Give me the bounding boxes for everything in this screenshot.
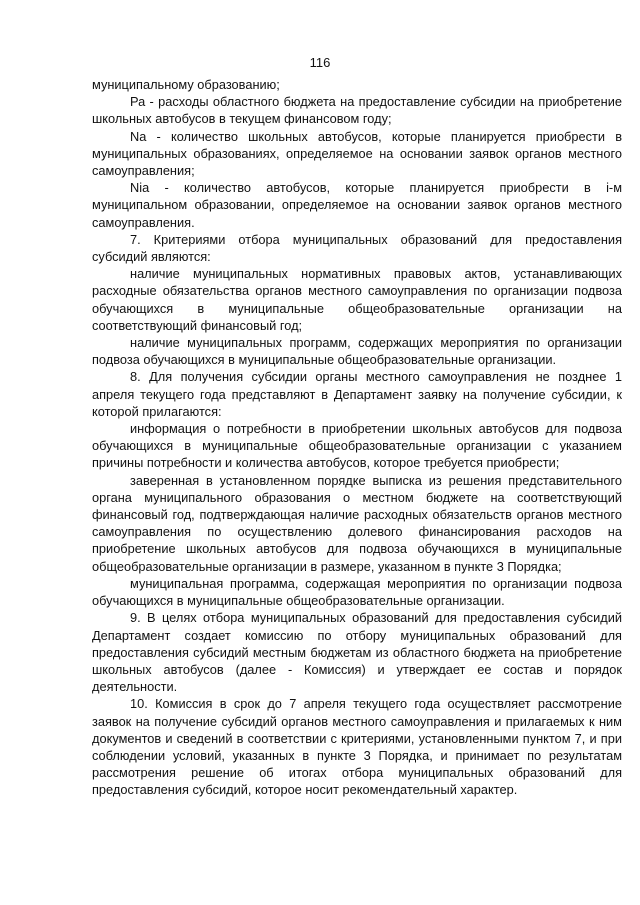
paragraph: информация о потребности в приобретении школьных автобусов для подвоза обучающихся в муниципальные общеобразовательные организации с указанием причины потребности и количества автобусов, которое требуется приобрести;: [92, 421, 622, 471]
paragraph: Nia - количество автобусов, которые планируется приобрести в i-м муниципальном образовании, определяемое на основании заявок органов местного самоуправления.: [92, 180, 622, 230]
paragraph: муниципальному образованию;: [92, 77, 280, 92]
paragraph: 7. Критериями отбора муниципальных образований для предоставления субсидий являются:: [92, 231, 622, 265]
paragraph: 10. Комиссия в срок до 7 апреля текущего года осуществляет рассмотрение заявок на получение субсидий органов местного самоуправления и прилагаемых к ним документов и сведений в соответствии с критериями, установленными пунктом 7, и при соблюдении условий, указанных в пункте 3 Порядка, и принимает по результатам рассмотрения решение об итогах отбора муниципальных образований для предоставления субсидий, которое носит рекомендательный характер.: [92, 696, 622, 798]
document-body: [92, 76, 622, 799]
paragraph: Ра - расходы областного бюджета на предоставление субсидии на приобретение школьных автобусов в текущем финансовом году;: [92, 94, 622, 127]
paragraph: наличие муниципальных программ, содержащих мероприятия по организации подвоза обучающихся в муниципальные общеобразовательные организации.: [92, 335, 622, 368]
page-number: 116: [309, 55, 331, 70]
paragraph: заверенная в установленном порядке выписка из решения представительного органа муниципального образования о местном бюджете на соответствующий финансовый год, подтверждающая наличие расходных обязательств органов местного самоуправления по осуществлению долевого финансирования расходов на приобретение школьных автобусов для подвоза обучающихся в муниципальные общеобразовательные организации в размере, указанном в пункте 3 Порядка;: [92, 472, 622, 574]
paragraph: Na - количество школьных автобусов, которые планируется приобрести в муниципальных образованиях, определяемое на основании заявок органов местного самоуправления;: [92, 128, 622, 179]
paragraph: 8. Для получения субсидии органы местного самоуправления не позднее 1 апреля текущего года представляют в Департамент заявку на получение субсидии, к которой прилагаются:: [92, 369, 622, 419]
paragraph: 9. В целях отбора муниципальных образований для предоставления субсидий Департамент создает комиссию по отбору муниципальных образований для предоставления субсидий местным бюджетам из областного бюджета на приобретение школьных автобусов (далее - Комиссия) и утверждает ее состав и порядок деятельности.: [92, 610, 622, 695]
paragraph: муниципальная программа, содержащая мероприятия по организации подвоза обучающихся в муниципальные общеобразовательные организации.: [92, 575, 622, 609]
paragraph: наличие муниципальных нормативных правовых актов, устанавливающих расходные обязательства органов местного самоуправления по организации подвоза обучающихся в муниципальные общеобразовательные организации на соответствующий финансовый год;: [92, 266, 622, 333]
